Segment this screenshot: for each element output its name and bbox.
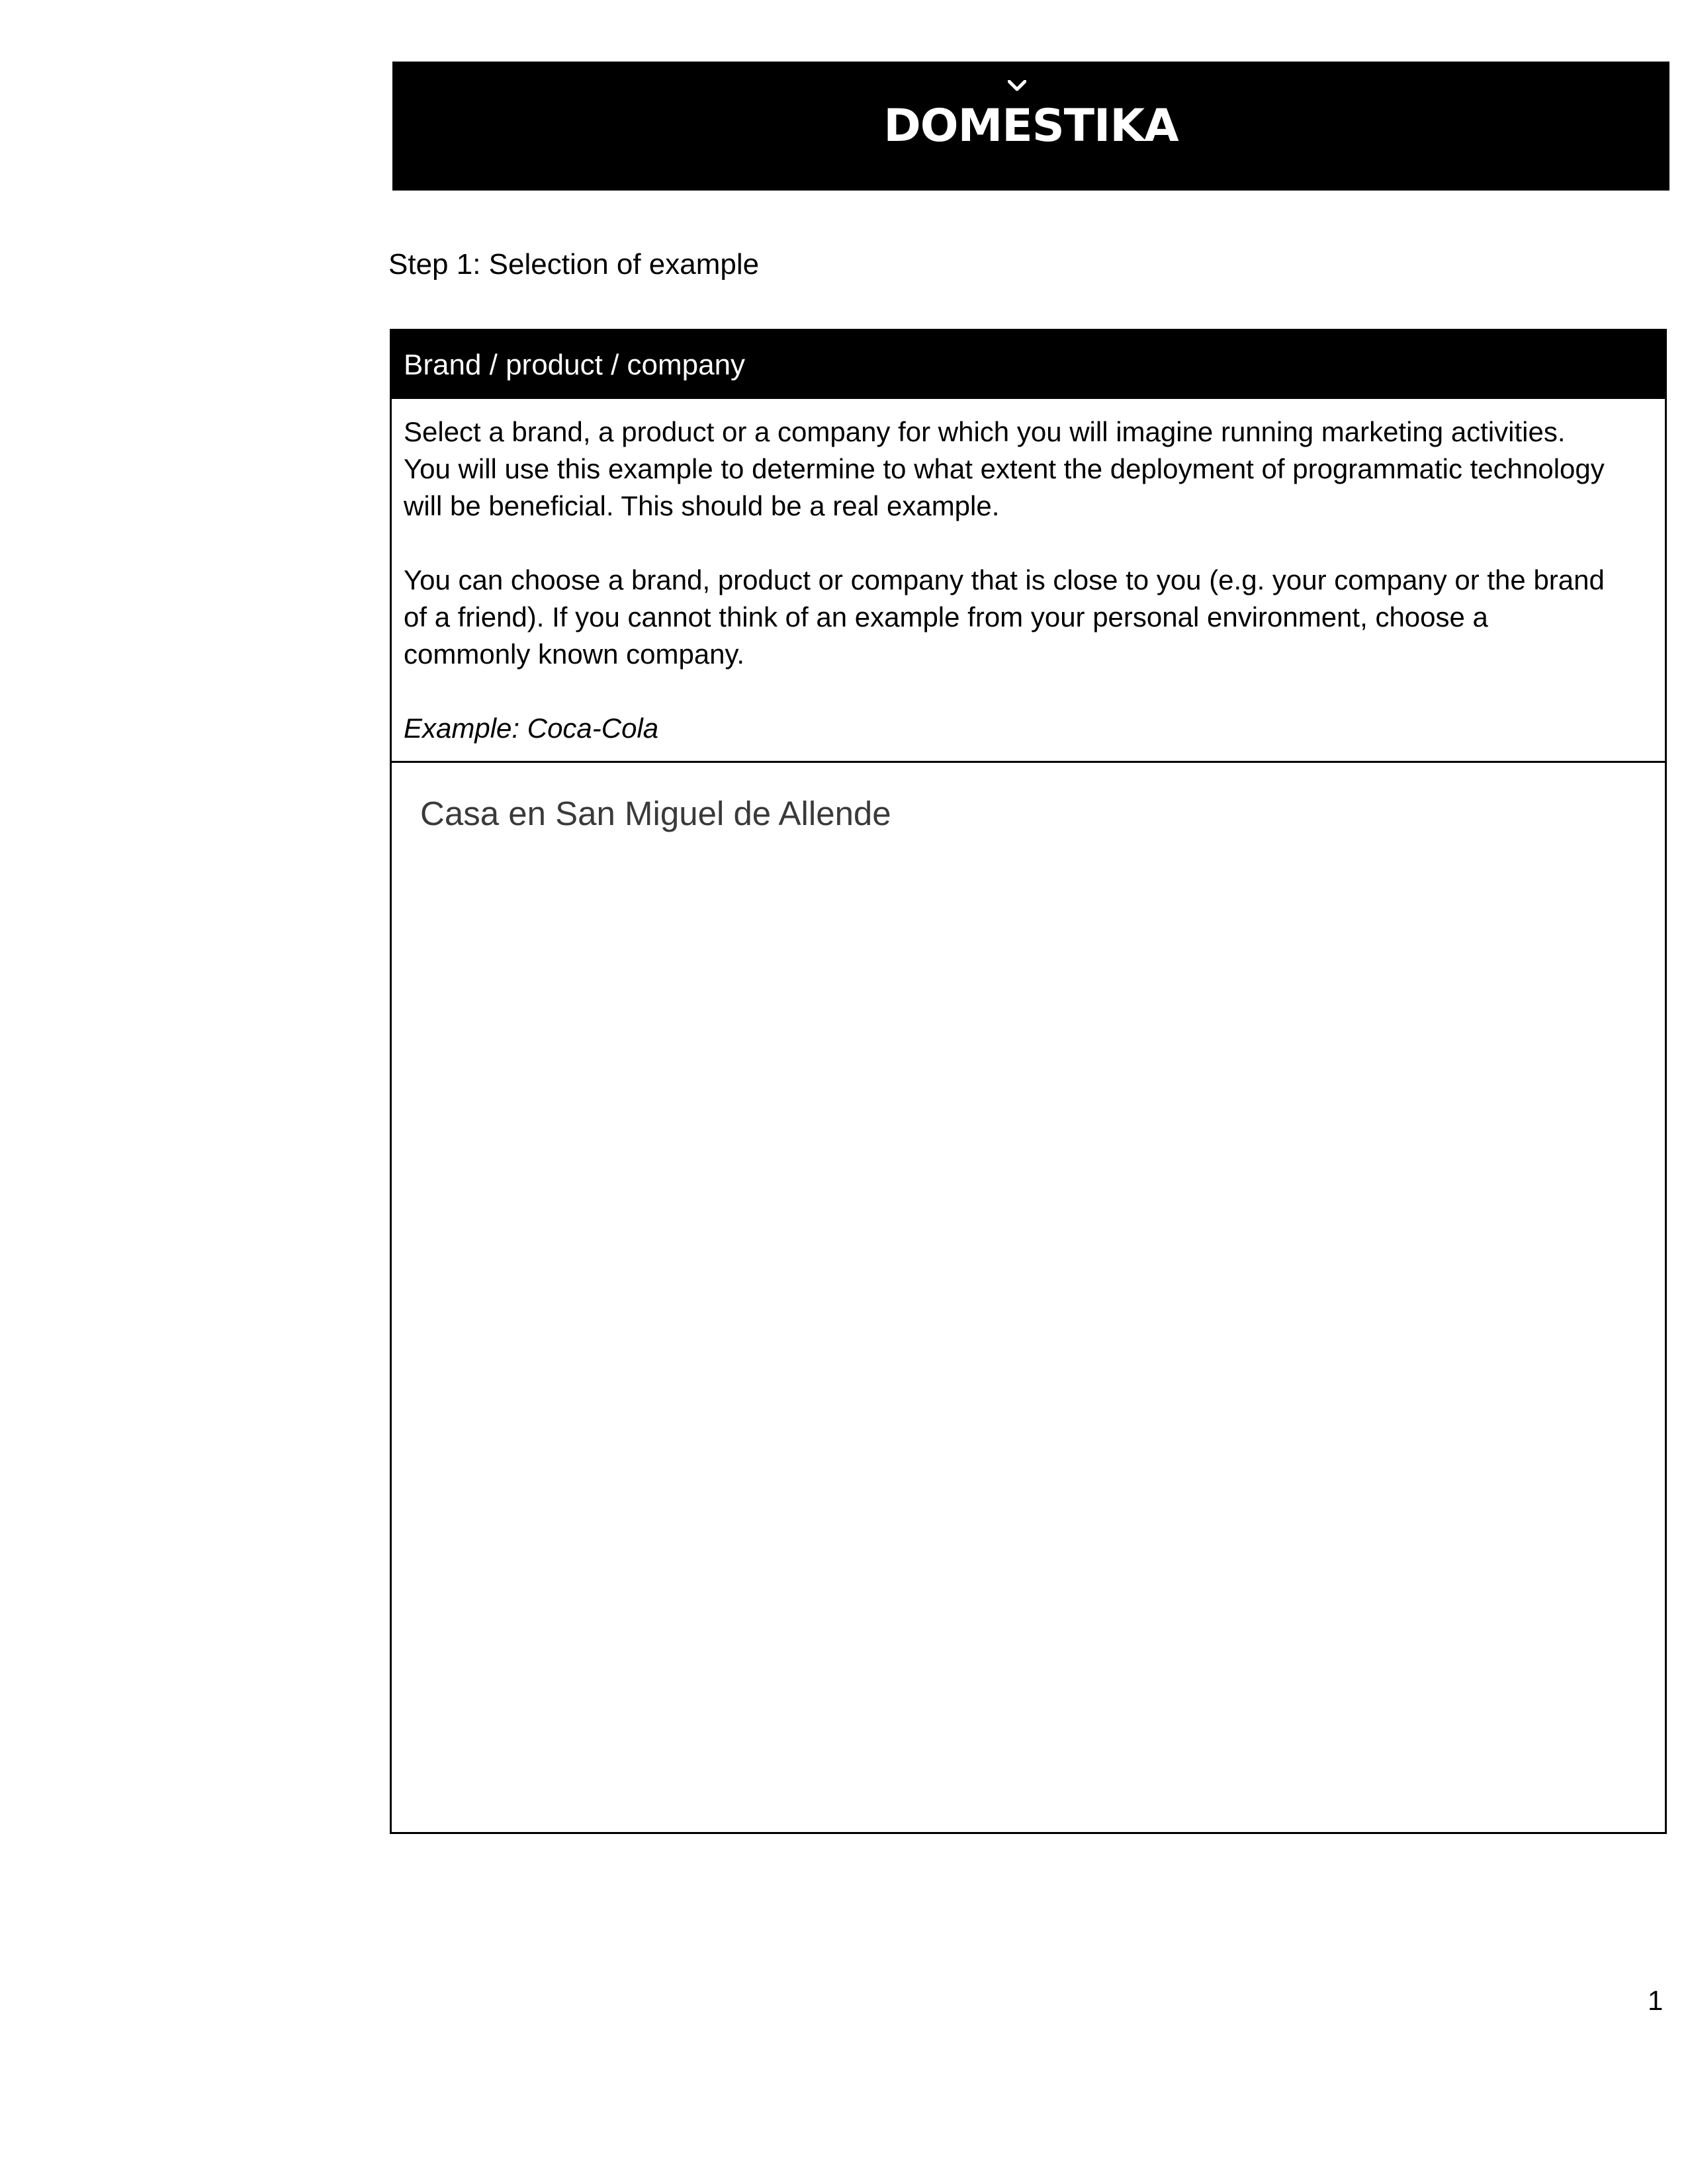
page-number: 1 <box>1648 1985 1664 2016</box>
logo-accent-icon <box>1008 80 1026 92</box>
logo-accent-char: E <box>1002 100 1032 152</box>
logo-text-start: DOM <box>883 100 1002 152</box>
instructions-paragraph-1: Select a brand, a product or a company for which you will imagine running marketing activities. You will use this example to determine to what extent the deployment of programmatic technology will be beneficial. This should be a real example. <box>404 416 1605 521</box>
answer-field[interactable]: Casa en San Miguel de Allende <box>420 795 891 832</box>
card-header: Brand / product / company <box>392 331 1665 399</box>
brand-selection-card <box>390 329 1667 1834</box>
instructions-example: Example: Coca-Cola <box>404 713 659 744</box>
step-title: Step 1: Selection of example <box>388 248 760 281</box>
domestika-logo <box>883 100 1178 152</box>
logo-text-end: STIKA <box>1032 100 1178 152</box>
instructions-paragraph-2: You can choose a brand, product or company that is close to you (e.g. your company or the brand of a friend). If you cannot think of an example from your personal environment, choose a commonly known company. <box>404 564 1605 670</box>
logo-accent-letter <box>1002 100 1032 152</box>
header-banner <box>392 62 1669 191</box>
card-instructions <box>392 399 1665 763</box>
